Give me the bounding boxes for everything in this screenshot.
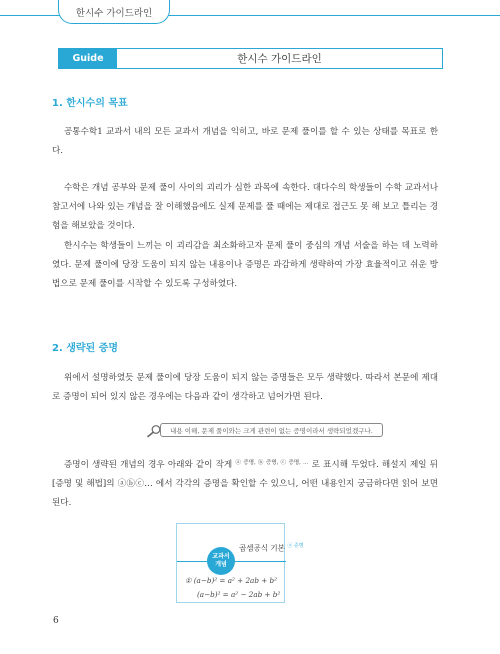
concept-figure [176,523,304,603]
badge-line-2: 개념 [215,561,227,568]
figure-title-text: 곱셈공식 기본 [239,543,285,553]
note-box [160,423,383,437]
paragraph-2: 수학은 개념 공부와 문제 풀이 사이의 괴리가 심한 과목에 속한다. 대다수의 학생들이 수학 교과서나 참고서에 나와 있는 개념을 잘 이해했음에도 실제 문제를 풀 때에는 제대로 접근도 못 해 보고 틀리는 경험을 해보았을 것이다. [52,183,438,231]
guide-title: 한시수 가이드라인 [237,53,322,65]
paragraph-4: 위에서 설명하였듯 문제 풀이에 당장 도움이 되지 않는 증명들은 모두 생략했다. 따라서 본문에 제대로 증명이 되어 있지 않은 경우에는 다음과 같이 생각하고 넘어가면 된다. [52,373,438,402]
section-heading-2: 2. 생략된 증명 [52,343,119,354]
badge-line-1: 교과서 [212,553,230,560]
page-number: 6 [53,616,59,626]
paragraph-5-before: 증명이 생략된 개념의 경우 아래와 같이 작게 [64,460,236,470]
figure-title-mark: ⓐ 증명 [287,543,304,549]
equation-1: ① (a−b)² = a² + 2ab + b² [185,576,278,585]
guide-label: Guide [59,49,117,68]
paragraph-1: 공통수학1 교과서 내의 모든 교과서 개념을 익히고, 바로 문제 풀이를 할 수 있는 상태를 목표로 한다. [52,127,438,156]
header-tab [58,0,170,24]
guide-bar [58,48,443,69]
proof-marks: ⓐ 증명, ⓑ 증명, ⓒ 증명, … [235,460,309,466]
paragraph-5 [52,454,438,513]
note-text: 내용 이해, 문제 풀이와는 크게 관련이 없는 증명이라서 생략되었겠구나. [170,426,373,435]
section-heading-1: 1. 한시수의 목표 [52,98,128,109]
paragraph-5-after: 로 표시해 두었다. 해설지 제일 뒤 [증명 및 해법]의 ⓐⓑⓒ… 에서 각각의 증명을 확인할 수 있으니, 어떤 내용인지 궁금하다면 읽어 보면 된다. [52,460,438,508]
header-tab-title: 한시수 가이드라인 [75,7,153,19]
paragraph-3: 한시수는 학생들이 느끼는 이 괴리감을 최소화하고자 문제 풀이 중심의 개념 서술을 하는 데 노력하였다. 문제 풀이에 당장 도움이 되지 않는 내용이나 증명은 과감하게 생략하여 가장 효율적이고 쉬운 방법으로 문제 풀이를 시작할 수 있도록 구성하였다. [52,241,438,289]
figure-title [239,542,304,554]
concept-badge [207,547,235,575]
equation-2: (a−b)² = a² − 2ab + b² [197,590,281,599]
